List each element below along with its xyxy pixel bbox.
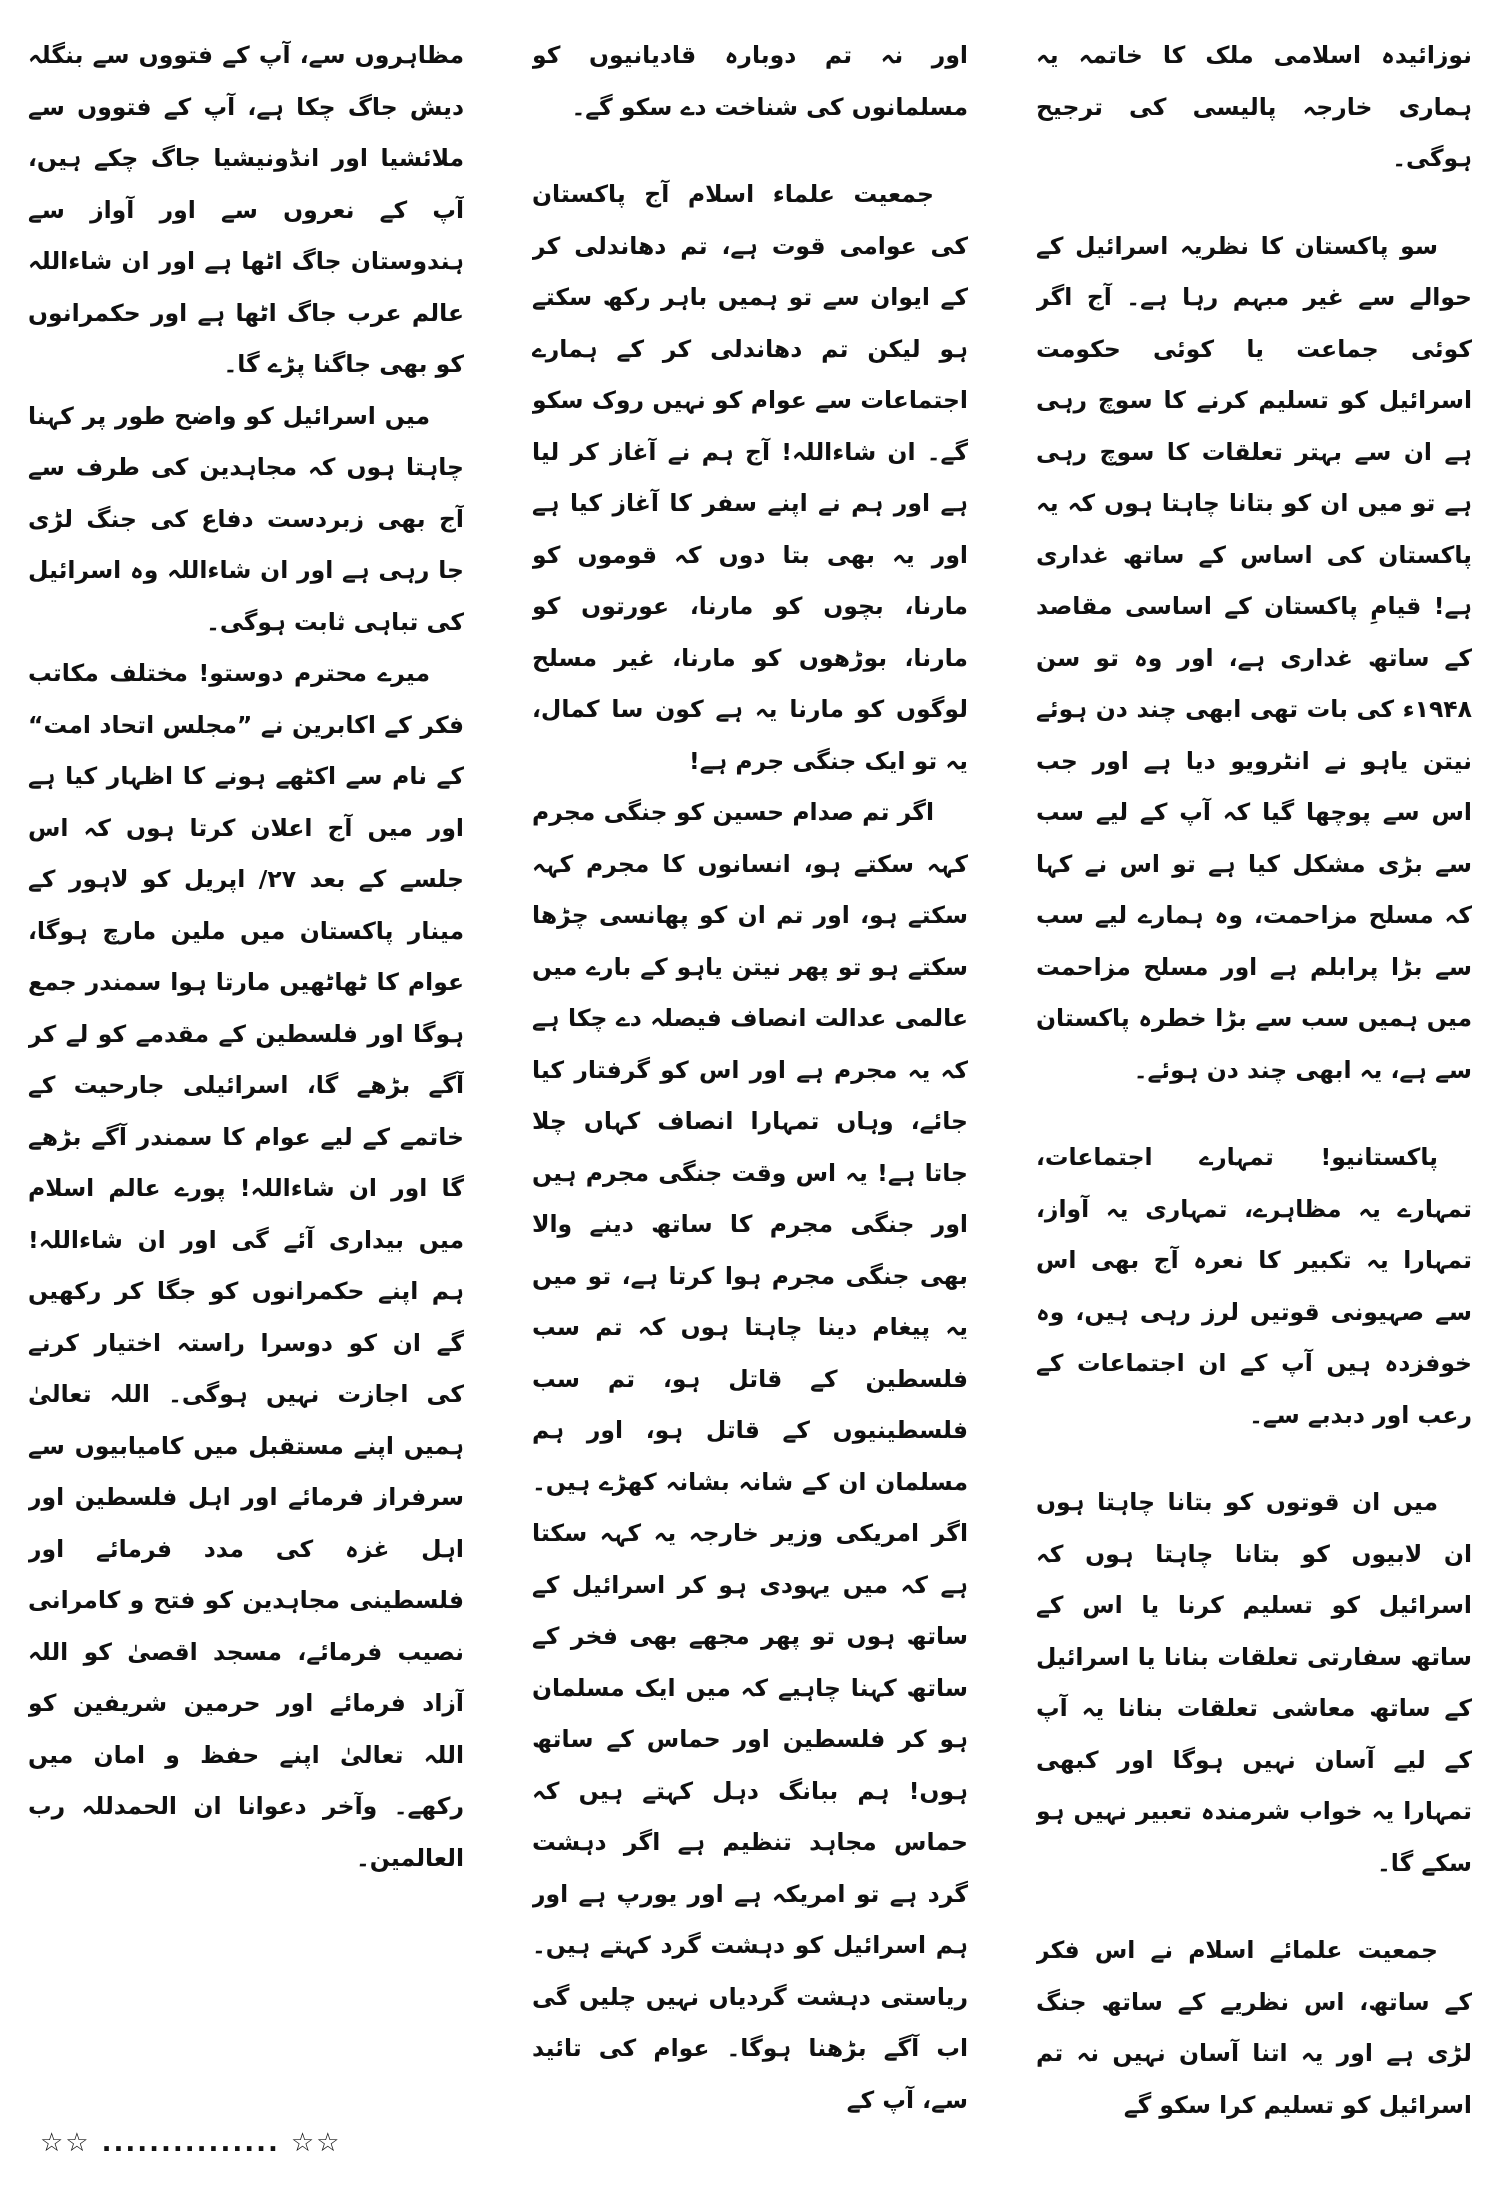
text-column-middle xyxy=(532,30,968,2170)
paragraph: مظاہروں سے، آپ کے فتووں سے بنگلہ دیش جاگ چکا ہے، آپ کے فتووں سے ملائشیا اور انڈونیشیا جاگ چکے ہیں، آپ کے نعروں سے اور آواز سے ہندوستان جاگ اٹھا ہے اور ان شاءاللہ عالم عرب جاگ اٹھا ہے اور حکمرانوں کو بھی جاگنا پڑے گا۔ xyxy=(28,41,464,378)
paragraph: اگر تم صدام حسین کو جنگی مجرم کہہ سکتے ہو، انسانوں کا مجرم کہہ سکتے ہو، اور تم ان کو پھانسی چڑھا سکتے ہو تو پھر نیتن یاہو کے بارے میں عالمی عدالت انصاف فیصلہ دے چکا ہے کہ یہ مجرم ہے اور اس کو گرفتار کیا جائے، وہاں تمہارا انصاف کہاں چلا جاتا ہے! یہ اس وقت جنگی مجرم ہیں اور جنگی مجرم کا ساتھ دینے والا بھی جنگی مجرم ہوا کرتا ہے، تو میں یہ پیغام دینا چاہتا ہوں کہ تم سب فلسطین کے قاتل ہو، تم سب فلسطینیوں کے قاتل ہو، اور ہم مسلمان ان کے شانہ بشانہ کھڑے ہیں۔ اگر امریکی وزیر خارجہ یہ کہہ سکتا ہے کہ میں یہودی ہو کر اسرائیل کے ساتھ ہوں تو پھر مجھے بھی فخر کے ساتھ کہنا چاہیے کہ میں ایک مسلمان ہو کر فلسطین اور حماس کے ساتھ ہوں! ہم ببانگ دہل کہتے ہیں کہ حماس مجاہد تنظیم ہے اگر دہشت گرد ہے تو امریکہ ہے اور یورپ ہے اور ہم اسرائیل کو دہشت گرد کہتے ہیں۔ ریاستی دہشت گردیاں نہیں چلیں گی اب آگے بڑھنا ہوگا۔ عوام کی تائید سے، آپ کے xyxy=(532,798,968,2114)
paragraph: اور نہ تم دوبارہ قادیانیوں کو مسلمانوں کی شناخت دے سکو گے۔ xyxy=(532,41,968,121)
text-column-left xyxy=(28,30,464,2170)
paragraph: نوزائیدہ اسلامی ملک کا خاتمہ یہ ہماری خارجہ پالیسی کی ترجیح ہوگی۔ xyxy=(1036,41,1472,172)
paragraph: جمعیت علمائے اسلام نے اس فکر کے ساتھ، اس نظریے کے ساتھ جنگ لڑی ہے اور یہ اتنا آسان نہیں نہ تم اسرائیل کو تسلیم کرا سکو گے xyxy=(1036,1936,1472,2119)
end-of-article-mark: ☆☆ ............... ☆☆ xyxy=(40,2128,342,2158)
paragraph: جمعیت علماء اسلام آج پاکستان کی عوامی قوت ہے، تم دھاندلی کر کے ایوان سے تو ہمیں باہر رکھ سکتے ہو لیکن تم دھاندلی کر کے ہمارے اجتماعات سے عوام کو نہیں روک سکو گے۔ ان شاءاللہ! آج ہم نے آغاز کر لیا ہے اور ہم نے اپنے سفر کا آغاز کیا ہے اور یہ بھی بتا دوں کہ قوموں کو مارنا، بچوں کو مارنا، عورتوں کو مارنا، بوڑھوں کو مارنا، غیر مسلح لوگوں کو مارنا یہ ہے کون سا کمال، یہ تو ایک جنگی جرم ہے! xyxy=(532,180,968,775)
article-page xyxy=(28,30,1472,2170)
paragraph: پاکستانیو! تمہارے اجتماعات، تمہارے یہ مظاہرے، تمہاری یہ آواز، تمہارا یہ تکبیر کا نعرہ آج بھی اس سے صہیونی قوتیں لرز رہی ہیں، وہ خوفزدہ ہیں آپ کے ان اجتماعات کے رعب اور دبدبے سے۔ xyxy=(1036,1143,1472,1429)
paragraph: سو پاکستان کا نظریہ اسرائیل کے حوالے سے غیر مبہم رہا ہے۔ آج اگر کوئی جماعت یا کوئی حکومت اسرائیل کو تسلیم کرنے کا سوچ رہی ہے ان سے بہتر تعلقات کا سوچ رہی ہے تو میں ان کو بتانا چاہتا ہوں کہ یہ پاکستان کی اساس کے ساتھ غداری ہے! قیامِ پاکستان کے اساسی مقاصد کے ساتھ غداری ہے، اور وہ تو سن ۱۹۴۸ء کی بات تھی ابھی چند دن ہوئے نیتن یاہو نے انٹرویو دیا ہے اور جب اس سے پوچھا گیا کہ آپ کے لیے سب سے بڑی مشکل کیا ہے تو اس نے کہا کہ مسلح مزاحمت، وہ ہمارے لیے سب سے بڑا پرابلم ہے اور مسلح مزاحمت میں ہمیں سب سے بڑا خطرہ پاکستان سے ہے، یہ ابھی چند دن ہوئے۔ xyxy=(1036,231,1472,1084)
text-column-right xyxy=(1036,30,1472,2170)
paragraph: میں اسرائیل کو واضح طور پر کہنا چاہتا ہوں کہ مجاہدین کی طرف سے آج بھی زبردست دفاع کی جنگ لڑی جا رہی ہے اور ان شاءاللہ وہ اسرائیل کی تباہی ثابت ہوگی۔ xyxy=(28,401,464,636)
paragraph: میں ان قوتوں کو بتانا چاہتا ہوں ان لابیوں کو بتانا چاہتا ہوں کہ اسرائیل کو تسلیم کرنا یا اس کے ساتھ سفارتی تعلقات بنانا یا اسرائیل کے ساتھ معاشی تعلقات بنانا یہ آپ کے لیے آسان نہیں ہوگا اور کبھی تمہارا یہ خواب شرمندہ تعبیر نہیں ہو سکے گا۔ xyxy=(1036,1488,1472,1877)
paragraph: میرے محترم دوستو! مختلف مکاتب فکر کے اکابرین نے ”مجلس اتحاد امت“ کے نام سے اکٹھے ہونے کا اظہار کیا ہے اور میں آج اعلان کرتا ہوں کہ اس جلسے کے بعد ۲۷/ اپریل کو لاہور کے مینار پاکستان میں ملین مارچ ہوگا، عوام کا ٹھاٹھیں مارتا ہوا سمندر جمع ہوگا اور فلسطین کے مقدمے کو لے کر آگے بڑھے گا، اسرائیلی جارحیت کے خاتمے کے لیے عوام کا سمندر آگے بڑھے گا اور ان شاءاللہ! پورے عالم اسلام میں بیداری آئے گی اور ان شاءاللہ! ہم اپنے حکمرانوں کو جگا کر رکھیں گے ان کو دوسرا راستہ اختیار کرنے کی اجازت نہیں ہوگی۔ اللہ تعالیٰ ہمیں اپنے مستقبل میں کامیابیوں سے سرفراز فرمائے اور اہل فلسطین اور اہل غزہ کی مدد فرمائے اور فلسطینی مجاہدین کو فتح و کامرانی نصیب فرمائے، مسجد اقصیٰ کو اللہ آزاد فرمائے اور حرمین شریفین کو اللہ تعالیٰ اپنے حفظ و امان میں رکھے۔ وآخر دعوانا ان الحمدللہ رب العالمین۔ xyxy=(28,659,464,1872)
